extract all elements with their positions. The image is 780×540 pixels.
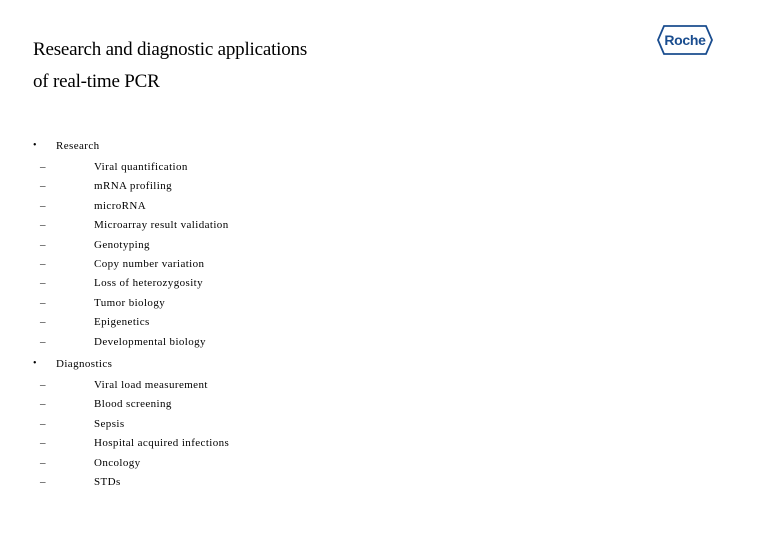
research-label: Research xyxy=(56,140,100,152)
dash-icon: – xyxy=(40,199,46,212)
list-item-label: STDs xyxy=(94,475,121,488)
list-item-label: Genotyping xyxy=(94,238,150,251)
list-item-label: Viral quantification xyxy=(94,161,188,173)
list-item-label: Hospital acquired infections xyxy=(94,437,230,450)
dash-icon: – xyxy=(40,437,46,450)
dash-icon: – xyxy=(40,161,46,173)
list-item-label: mRNA profiling xyxy=(94,180,173,193)
slide-title-line-2: of real-time PCR xyxy=(33,71,160,92)
list-item-label: Sepsis xyxy=(94,417,125,430)
dash-icon: – xyxy=(40,398,46,411)
diagnostics-label: Diagnostics xyxy=(56,358,113,370)
dash-icon: – xyxy=(40,277,46,290)
dash-icon: – xyxy=(40,257,46,270)
list-item-label: Tumor biology xyxy=(94,296,166,309)
list-item-label: microRNA xyxy=(94,199,147,212)
dash-icon: – xyxy=(40,475,46,488)
dash-icon: – xyxy=(40,316,46,329)
slide-title xyxy=(33,34,453,98)
list-item-label: Loss of heterozygosity xyxy=(94,277,204,290)
roche-logo-text: Roche xyxy=(664,32,706,48)
bullet-icon: • xyxy=(33,140,37,151)
list-item-label: Viral load measurement xyxy=(94,379,208,391)
dash-icon: – xyxy=(40,219,46,232)
dash-icon: – xyxy=(40,296,46,309)
bullet-icon: • xyxy=(33,358,37,369)
dash-icon: – xyxy=(40,417,46,430)
dash-icon: – xyxy=(40,379,46,391)
list-item-label: Copy number variation xyxy=(94,257,205,270)
dash-icon: – xyxy=(40,335,46,348)
dash-icon: – xyxy=(40,180,46,193)
roche-logo xyxy=(657,25,713,55)
slide-title-line-1: Research and diagnostic applications xyxy=(33,39,308,60)
dash-icon: – xyxy=(40,456,46,469)
list-item-label: Developmental biology xyxy=(94,335,206,348)
dash-icon: – xyxy=(40,238,46,251)
list-item-label: Microarray result validation xyxy=(94,219,229,232)
list-item-label: Oncology xyxy=(94,456,141,469)
list-item-label: Blood screening xyxy=(94,398,172,411)
list-item-label: Epigenetics xyxy=(94,316,150,329)
